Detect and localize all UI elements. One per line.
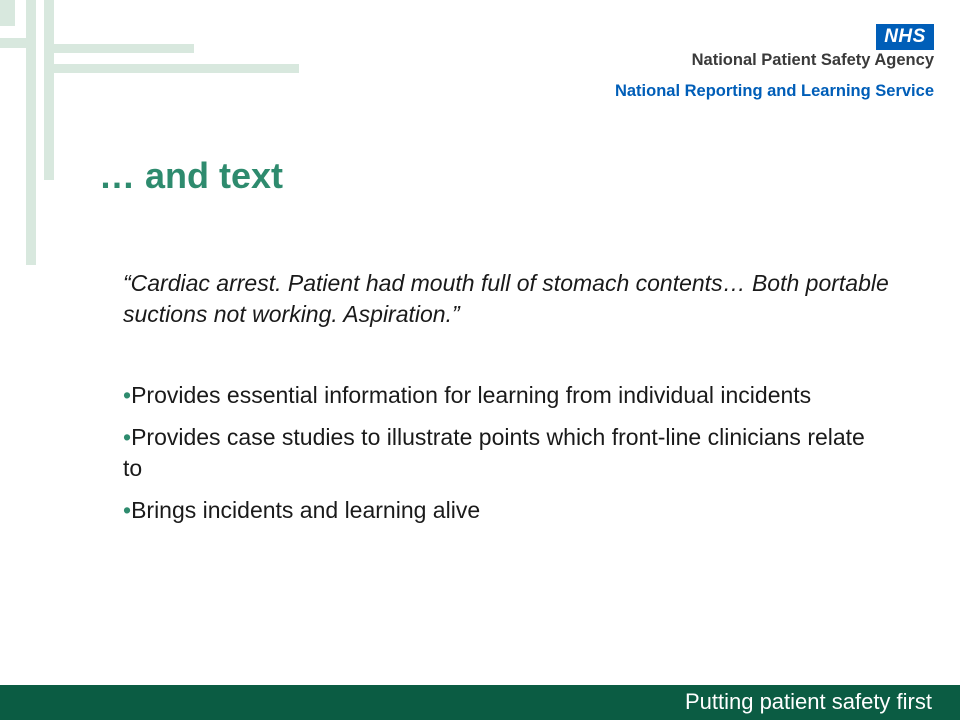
bullet-item: [123, 495, 883, 526]
bullet-item: [123, 422, 883, 484]
bullet-list: [123, 380, 883, 537]
bullet-marker: •: [123, 382, 132, 408]
nhs-badge: NHS: [876, 24, 934, 50]
bullet-text: Provides essential information for learning from individual incidents: [131, 382, 812, 408]
bullet-text: Brings incidents and learning alive: [131, 497, 481, 523]
bullet-marker: •: [123, 497, 132, 523]
decorative-cross-lines: [0, 0, 310, 270]
slide-title: … and text: [99, 155, 284, 196]
incident-quote: “Cardiac arrest. Patient had mouth full of stomach contents… Both portable suctions not working. Aspiration.”: [123, 270, 889, 327]
footer-bar: [0, 685, 960, 720]
bullet-item: [123, 380, 883, 411]
nhs-logo: [574, 24, 934, 104]
bullet-marker: •: [123, 424, 132, 450]
bullet-text: Provides case studies to illustrate points which front-line clinicians relate to: [123, 424, 865, 481]
footer-tagline: Putting patient safety first: [684, 689, 932, 714]
service-name: National Reporting and Learning Service: [614, 82, 934, 100]
agency-name: National Patient Safety Agency: [691, 51, 934, 69]
